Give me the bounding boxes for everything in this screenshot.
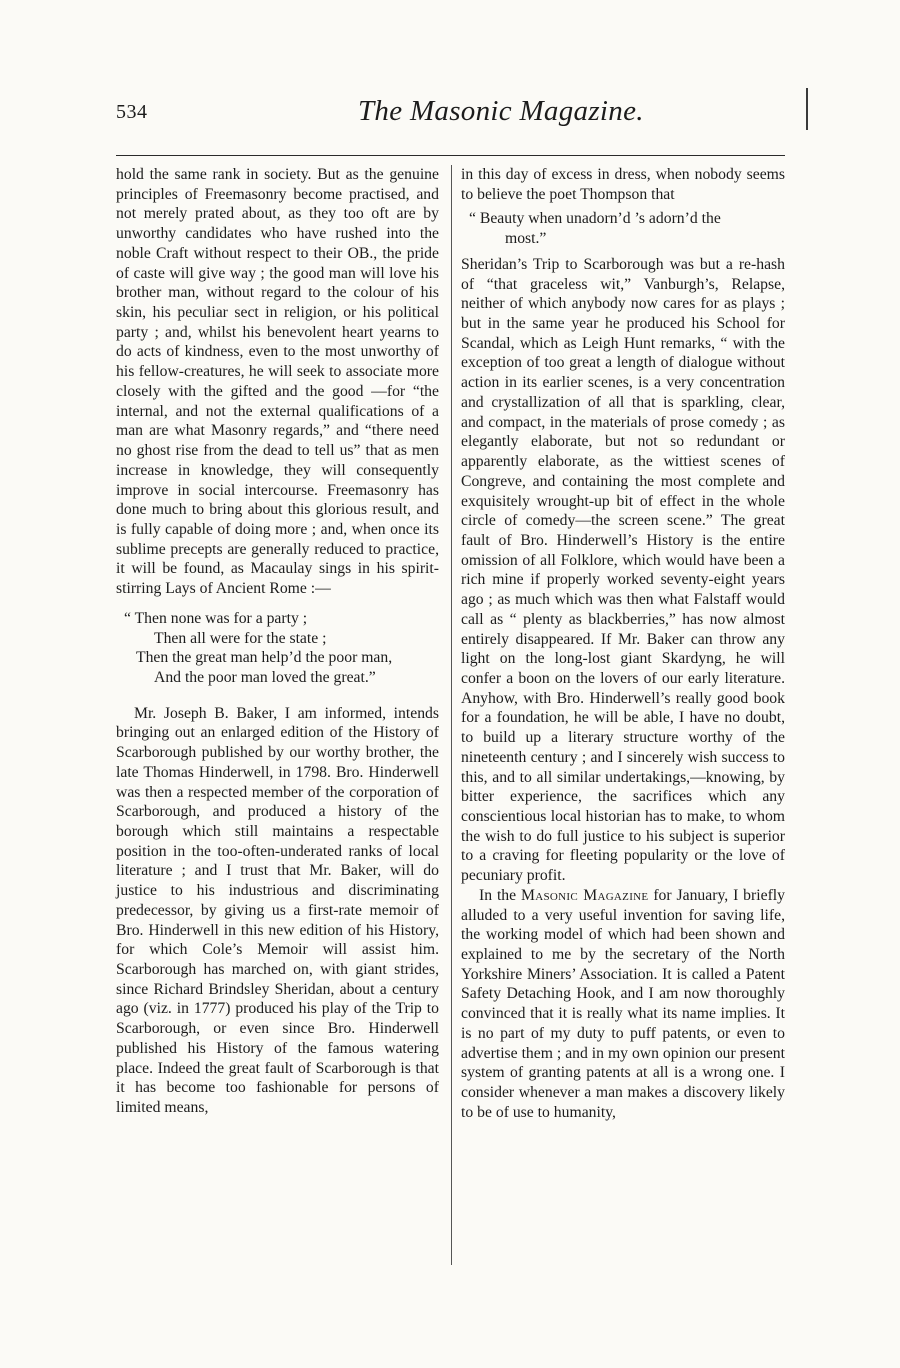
magazine-title: Masonic Magazine xyxy=(521,886,649,904)
right-paragraph-2: Sheridan’s Trip to Scarborough was but a re-hash of “that graceless wit,” Vanburgh’s, Relapse, neither of which anybody now cares for as plays ; but in the same year he produced his School for Scandal, which as Leigh Hunt remarks, “ with the exception of too great a length of dialogue without action in its earlier scenes, is a very concentration and crystallization of all that is sparkling, clear, and compact, in the materials of prose comedy ; as elegantly elaborate, but not so redundant or apparently elaborate, as the wittiest scenes of Congreve, and containing the most complete and exquisitely wrought-up bit of effect in the whole circle of comedy—the screen scene.” The great fault of Bro. Hinderwell’s History is the entire omission of all Folklore, which would have been a rich mine if properly worked seventy-eight years ago ; as much which was then what Falstaff would call as “ plenty as blackberries,” has now almost entirely disappeared. If Mr. Baker can throw any light on the long-lost giant Skardyng, he will confer a boon on the lovers of our early literature. Anyhow, with Bro. Hinderwell’s really good book for a foundation, he will be able, I have no doubt, to build up a literary structure worthy of the nineteenth century ; and I sincerely wish success to this, and to all similar undertakings,—knowing, by bitter experience, the sacrifices which any conscientious local historian has to make, to whom the wish to do full justice to his subject is superior to a craving for fleeting popularity or the love of pecuniary profit. xyxy=(461,255,785,885)
header-rule xyxy=(116,155,785,156)
left-paragraph-2: Mr. Joseph B. Baker, I am informed, intends bringing out an enlarged edition of the History of Scarborough published by our worthy brother, the late Thomas Hinderwell, in 1798. Bro. Hinderwell was then a respected member of the corporation of Scarborough, and produced a history of the borough which still maintains a respectable position in the too-often-underated ranks of local literature ; and I trust that Mr. Baker, will do justice to his industrious and discriminating predecessor, by giving us a first-rate memoir of Bro. Hinderwell in this new edition of his History, for which Cole’s Memoir will assist him. Scarborough has marched on, with giant strides, since Richard Brindsley Sheridan, about a century ago (viz. in 1777) produced his play of the Trip to Scarborough, or even since Bro. Hinderwell published his History of the famous watering place. Indeed the great fault of Scarborough is that it has become too fashionable for persons of limited means, xyxy=(116,704,439,1117)
quote-line: “ Beauty when unadorn’d ’s adorn’d the xyxy=(469,210,721,228)
verse-line: And the poor man loved the great.” xyxy=(154,668,376,686)
thompson-quote xyxy=(469,209,785,248)
paragraph-lead: In the xyxy=(479,886,522,904)
page-number: 534 xyxy=(116,101,148,123)
column-divider xyxy=(451,165,452,1265)
right-paragraph-3 xyxy=(461,886,785,1123)
verse-line: Then all were for the state ; xyxy=(154,629,327,647)
margin-mark xyxy=(806,88,808,130)
right-column xyxy=(461,165,785,1123)
running-title: The Masonic Magazine. xyxy=(358,95,644,127)
paragraph-body: for January, I briefly alluded to a very useful invention for saving life, the working model of which had been shown and explained to me by the secretary of the North Yorkshire Miners’ Association. It is called a Patent Safety Detaching Hook, and I am now thoroughly convinced that it is really what its name implies. It is no part of my duty to puff patents, or even to advertise them ; and in my own opinion our present system of granting patents at all is a wrong one. I consider whenever a man makes a discovery likely to be of use to humanity, xyxy=(461,886,786,1121)
quote-line: most.” xyxy=(505,230,547,248)
left-paragraph-1: hold the same rank in society. But as the genuine principles of Freemasonry become practised, and not merely prated about, as they too oft are by unworthy candidates who have rushed into the noble Craft without respect to their OB., the pride of caste will give way ; the good man will love his brother man, without regard to the colour of his skin, his peculiar sect in religion, or his political party ; and, whilst his benevolent heart yearns to do acts of kindness, even to the most unworthy of his fellow-creatures, he will seek to associate more closely with the gifted and the good —for “the internal, and not the external qualifications of a man are what Masonry regards,” and “there need no ghost rise from the dead to tell us” that as men increase in knowledge, they will consequently improve in social intercourse. Freemasonry has done much to bring about this glorious result, and is fully capable of doing more ; and, when once its sublime precepts are generally reduced to practice, it will be found, as Macaulay sings in his spirit-stirring Lays of Ancient Rome :— xyxy=(116,166,439,598)
left-column xyxy=(116,165,439,1118)
right-paragraph-1: in this day of excess in dress, when nobody seems to believe the poet Thompson that xyxy=(461,166,785,203)
macaulay-verse xyxy=(124,609,439,688)
verse-line: Then the great man help’d the poor man, xyxy=(136,649,393,667)
verse-line: “ Then none was for a party ; xyxy=(124,609,308,627)
